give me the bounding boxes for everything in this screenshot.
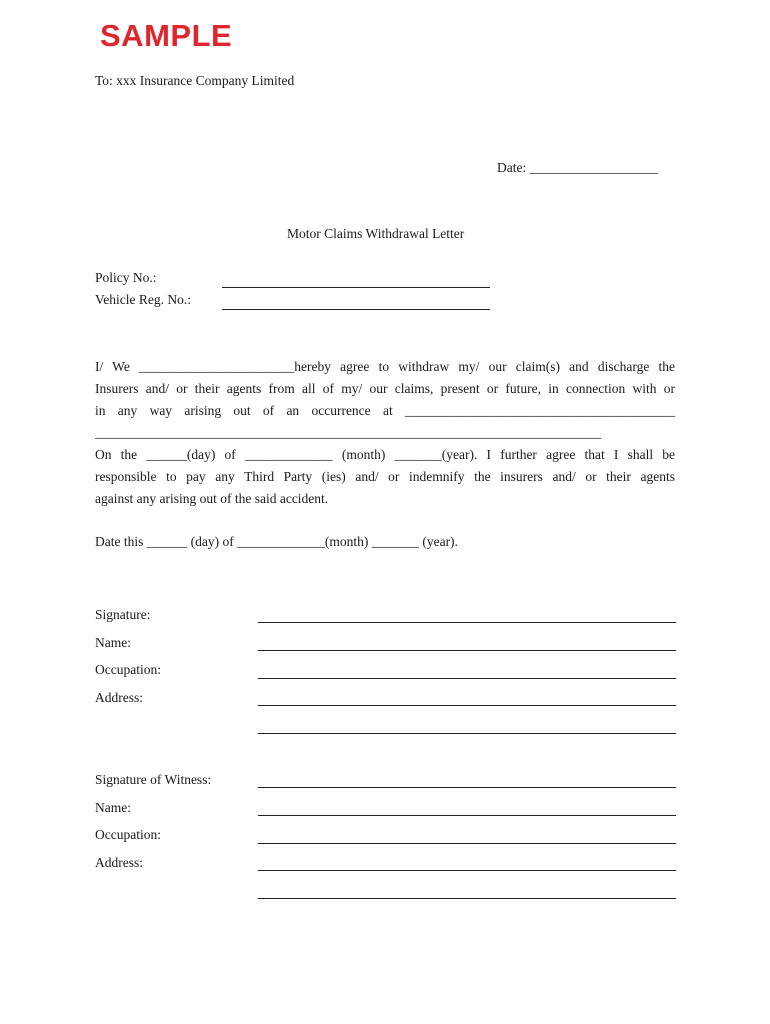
dated-line: Date this ______ (day) of _____________(month) _______ (year). xyxy=(95,534,458,549)
witness-name-label: Name: xyxy=(95,800,131,815)
witness-address-input-line-2[interactable] xyxy=(258,898,676,899)
witness-occupation-input-line[interactable] xyxy=(258,843,676,844)
occupation-label: Occupation: xyxy=(95,662,161,677)
witness-name-input-line[interactable] xyxy=(258,815,676,816)
signature-input-line[interactable] xyxy=(258,622,676,623)
policy-label: Policy No.: xyxy=(95,270,157,285)
address-input-line-1[interactable] xyxy=(258,705,676,706)
address-label: Address: xyxy=(95,690,143,705)
declaration-line-3: in any way arising out of an occurrence at ________________________________________ xyxy=(95,403,675,418)
letter-title: Motor Claims Withdrawal Letter xyxy=(287,226,465,241)
date-field[interactable]: Date: ___________________ xyxy=(497,160,658,175)
policy-input-line[interactable] xyxy=(222,287,490,288)
witness-occupation-label: Occupation: xyxy=(95,827,161,842)
witness-signature-label: Signature of Witness: xyxy=(95,772,212,787)
sample-watermark: SAMPLE xyxy=(100,18,233,53)
declaration-line-1: I/ We _______________________hereby agree to withdraw my/ our claim(s) and discharge the xyxy=(95,359,675,374)
signature-label: Signature: xyxy=(95,607,151,622)
name-label: Name: xyxy=(95,635,131,650)
declaration-line-4: ___________________________________________________________________________ xyxy=(95,425,602,440)
address-input-line-2[interactable] xyxy=(258,733,676,734)
declaration-line-5: On the ______(day) of _____________ (month) _______(year). I further agree that I shall be xyxy=(95,447,675,462)
occupation-input-line[interactable] xyxy=(258,678,676,679)
witness-address-input-line-1[interactable] xyxy=(258,870,676,871)
addressee: To: xxx Insurance Company Limited xyxy=(95,73,295,88)
declaration-line-2: Insurers and/ or their agents from all of my/ our claims, present or future, in connection with or xyxy=(95,381,675,396)
vehicle-input-line[interactable] xyxy=(222,309,490,310)
name-input-line[interactable] xyxy=(258,650,676,651)
witness-address-label: Address: xyxy=(95,855,143,870)
witness-signature-input-line[interactable] xyxy=(258,787,676,788)
declaration-line-6: responsible to pay any Third Party (ies) and/ or indemnify the insurers and/ or their agents xyxy=(95,469,675,484)
declaration-line-7: against any arising out of the said accident. xyxy=(95,491,329,506)
vehicle-label: Vehicle Reg. No.: xyxy=(95,292,191,307)
